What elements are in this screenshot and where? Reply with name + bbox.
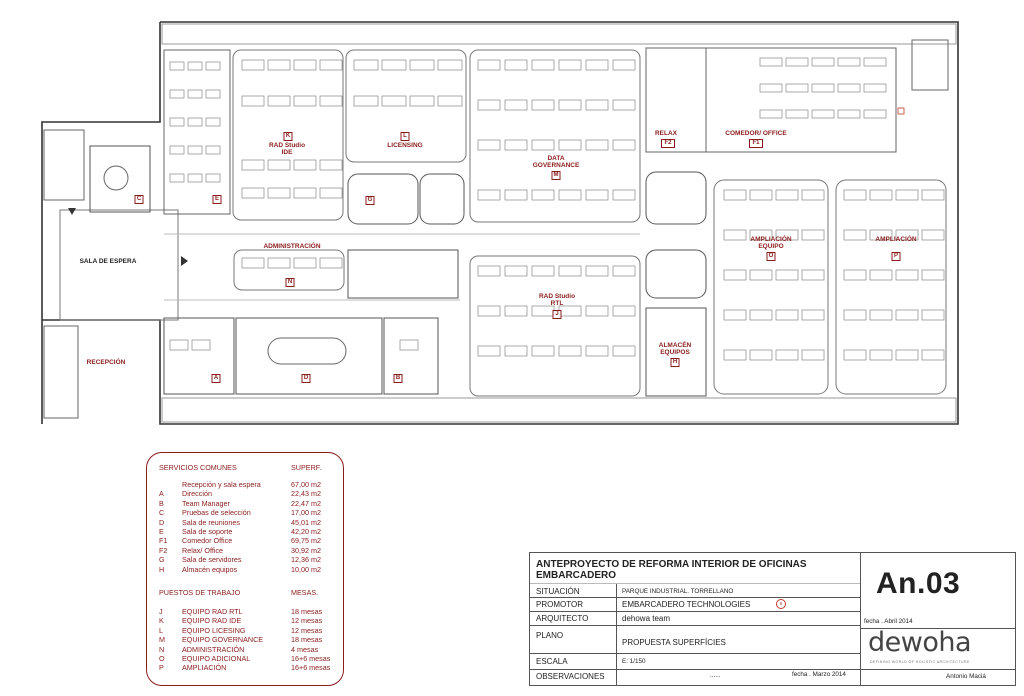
desk bbox=[382, 60, 406, 70]
desk bbox=[760, 84, 782, 92]
servicio-row bbox=[147, 480, 343, 489]
servicio-letter: C bbox=[159, 508, 165, 518]
puesto-value: 16+6 mesas bbox=[291, 663, 331, 673]
desk bbox=[206, 174, 220, 182]
project-title-1: ANTEPROYECTO DE REFORMA INTERIOR DE OFICINAS bbox=[536, 559, 807, 570]
desk bbox=[188, 146, 202, 154]
desk bbox=[268, 188, 290, 198]
label-ampliacion: AMPLIACIÓN bbox=[875, 236, 917, 243]
desk bbox=[268, 96, 290, 106]
desk bbox=[478, 60, 500, 70]
legend-superf-title: SUPERF. bbox=[291, 463, 322, 472]
code-c: C bbox=[135, 195, 144, 204]
desk bbox=[320, 188, 342, 198]
situacion-label: SITUACIÓN bbox=[536, 587, 580, 596]
desk bbox=[613, 60, 635, 70]
desk bbox=[559, 306, 581, 316]
desk bbox=[896, 190, 918, 200]
desk bbox=[294, 188, 316, 198]
servicio-row bbox=[147, 546, 343, 555]
desk bbox=[410, 96, 434, 106]
desk bbox=[382, 96, 406, 106]
dewoha-logo: dewoha bbox=[868, 627, 972, 658]
desk bbox=[613, 140, 635, 150]
servicio-value: 45,01 m2 bbox=[291, 517, 321, 527]
desk bbox=[206, 90, 220, 98]
desk bbox=[505, 306, 527, 316]
servicio-letter: G bbox=[159, 555, 165, 565]
desk bbox=[188, 174, 202, 182]
desk bbox=[844, 350, 866, 360]
desk bbox=[922, 190, 944, 200]
desk bbox=[532, 346, 554, 356]
desk bbox=[170, 62, 184, 70]
desk bbox=[613, 266, 635, 276]
puesto-letter: O bbox=[159, 654, 165, 663]
desk bbox=[505, 346, 527, 356]
servicio-value: 10,00 m2 bbox=[291, 564, 321, 574]
puesto-letter: J bbox=[159, 607, 163, 616]
legend-header-servicios bbox=[147, 463, 343, 472]
code-m: M bbox=[553, 172, 559, 178]
facade-top bbox=[162, 24, 956, 44]
desk bbox=[478, 346, 500, 356]
desk bbox=[586, 346, 608, 356]
servicio-value: 69,75 m2 bbox=[291, 536, 321, 546]
puesto-letter: N bbox=[159, 644, 165, 654]
puesto-row bbox=[147, 607, 343, 616]
desk bbox=[170, 118, 184, 126]
desk bbox=[586, 140, 608, 150]
desk bbox=[786, 110, 808, 118]
desk bbox=[505, 60, 527, 70]
code-h: H bbox=[671, 358, 680, 367]
puesto-value: 18 mesas bbox=[291, 635, 323, 645]
label-ampliacion-equipo: AMPLIACIÓN EQUIPO bbox=[750, 236, 792, 250]
desk bbox=[802, 190, 824, 200]
escala-value: E: 1/150 bbox=[622, 658, 646, 665]
desk bbox=[478, 190, 500, 200]
desk bbox=[170, 146, 184, 154]
desk bbox=[586, 266, 608, 276]
desk bbox=[864, 84, 886, 92]
puesto-row bbox=[147, 616, 343, 625]
desk bbox=[613, 306, 635, 316]
desk bbox=[532, 266, 554, 276]
desk bbox=[268, 60, 290, 70]
servicio-letter: D bbox=[159, 517, 165, 527]
puesto-row bbox=[147, 626, 343, 635]
wc-block bbox=[348, 250, 458, 298]
desk bbox=[206, 118, 220, 126]
desk bbox=[724, 230, 746, 240]
legend-servicios-title: SERVICIOS COMUNES bbox=[159, 463, 237, 472]
desk bbox=[776, 270, 798, 280]
promotor-label: PROMOTOR bbox=[536, 600, 583, 609]
zone-o bbox=[714, 180, 828, 394]
servicio-value: 30,92 m2 bbox=[291, 545, 321, 555]
desk bbox=[870, 350, 892, 360]
observaciones-label: OBSERVACIONES bbox=[536, 672, 605, 681]
desk bbox=[586, 100, 608, 110]
desk bbox=[776, 350, 798, 360]
desk bbox=[505, 190, 527, 200]
puesto-name: ADMINISTRACIÓN bbox=[182, 644, 245, 654]
puesto-row bbox=[147, 635, 343, 644]
label-almacen: ALMACÉN EQUIPOS bbox=[658, 342, 692, 356]
servicio-letter: H bbox=[159, 564, 165, 574]
project-title-2: EMBARCADERO bbox=[536, 570, 616, 581]
puesto-name: EQUIPO GOVERNANCE bbox=[182, 635, 264, 645]
desk bbox=[896, 310, 918, 320]
desk bbox=[802, 350, 824, 360]
puesto-name: EQUIPO RAD IDE bbox=[182, 616, 242, 626]
puesto-letter: M bbox=[159, 635, 165, 645]
label-relax: RELAX bbox=[654, 130, 678, 137]
label-recepcion: RECEPCIÓN bbox=[86, 359, 126, 366]
arquitecto-label: ARQUITECTO bbox=[536, 614, 589, 623]
label-administracion: ADMINISTRACIÓN bbox=[263, 243, 321, 250]
desk bbox=[724, 350, 746, 360]
servicio-row bbox=[147, 499, 343, 508]
desk bbox=[812, 110, 834, 118]
desk bbox=[870, 190, 892, 200]
desk bbox=[559, 266, 581, 276]
stair-left bbox=[44, 130, 84, 200]
servicio-name: Dirección bbox=[182, 489, 212, 499]
core-top bbox=[646, 172, 706, 224]
servicio-value: 22,43 m2 bbox=[291, 489, 321, 499]
code-p: P bbox=[892, 252, 901, 261]
desk bbox=[559, 346, 581, 356]
desk bbox=[242, 96, 264, 106]
desk bbox=[192, 340, 210, 350]
desk bbox=[478, 306, 500, 316]
desk bbox=[268, 258, 290, 268]
desk bbox=[864, 58, 886, 66]
desk bbox=[206, 146, 220, 154]
desk bbox=[188, 118, 202, 126]
desk bbox=[294, 96, 316, 106]
puesto-value: 18 mesas bbox=[291, 607, 323, 616]
desk bbox=[532, 190, 554, 200]
desk bbox=[838, 110, 860, 118]
fecha-marzo: fecha . Marzo 2014 bbox=[792, 671, 846, 678]
code-k: K bbox=[284, 132, 293, 141]
servicio-value: 22,47 m2 bbox=[291, 498, 321, 508]
label-licensing: LICENSING bbox=[387, 142, 423, 149]
code-g: G bbox=[366, 196, 375, 205]
desk bbox=[922, 310, 944, 320]
desk bbox=[750, 310, 772, 320]
servicio-name: Team Manager bbox=[182, 498, 230, 508]
desk bbox=[188, 62, 202, 70]
desk bbox=[478, 140, 500, 150]
legend-header-puestos bbox=[147, 588, 343, 597]
code-d: D bbox=[302, 374, 311, 383]
servicio-name: Almacén equipos bbox=[182, 564, 238, 574]
servicio-name: Sala de soporte bbox=[182, 527, 233, 536]
servicio-value: 17,00 m2 bbox=[291, 508, 321, 518]
desk bbox=[354, 60, 378, 70]
desk bbox=[410, 60, 434, 70]
reception-counter bbox=[44, 326, 78, 418]
desk bbox=[294, 60, 316, 70]
puesto-value: 16+6 mesas bbox=[291, 654, 331, 663]
desk bbox=[242, 60, 264, 70]
promotor-mark-icon: e bbox=[776, 599, 786, 609]
servicio-name: Pruebas de selección bbox=[182, 508, 251, 518]
puesto-letter: K bbox=[159, 616, 164, 626]
code-f2: F2 bbox=[661, 139, 675, 148]
code-n: N bbox=[286, 278, 295, 287]
arquitecto-value: dehowa team bbox=[622, 614, 671, 623]
desk bbox=[802, 310, 824, 320]
desk bbox=[532, 306, 554, 316]
desk bbox=[750, 350, 772, 360]
zone-m bbox=[470, 50, 640, 222]
code-j: J bbox=[553, 310, 562, 319]
servicio-row bbox=[147, 555, 343, 564]
code-f1: F1 bbox=[749, 139, 763, 148]
label-comedor: COMEDOR/ OFFICE bbox=[725, 130, 787, 137]
code-b: B bbox=[394, 374, 403, 383]
desk bbox=[838, 58, 860, 66]
room-g bbox=[348, 174, 418, 224]
code-o: O bbox=[767, 252, 776, 261]
plano-value: PROPUESTA SUPERFÍCIES bbox=[622, 638, 726, 647]
desk bbox=[922, 350, 944, 360]
promotor-value: EMBARCADERO TECHNOLOGIES bbox=[622, 600, 751, 609]
label-rad-ide: RAD Studio IDE bbox=[268, 142, 306, 156]
plano-label: PLANO bbox=[536, 631, 564, 640]
servicio-name: Sala de reuniones bbox=[182, 517, 240, 527]
servicio-row bbox=[147, 536, 343, 545]
desk bbox=[786, 58, 808, 66]
desk bbox=[559, 140, 581, 150]
desk bbox=[844, 310, 866, 320]
servicio-value: 12,36 m2 bbox=[291, 555, 321, 565]
desk bbox=[922, 230, 944, 240]
fecha-abril: fecha . Abril 2014 bbox=[864, 618, 913, 625]
desk bbox=[206, 62, 220, 70]
desk bbox=[438, 96, 462, 106]
office-b bbox=[384, 318, 438, 394]
desk bbox=[532, 60, 554, 70]
desk bbox=[844, 230, 866, 240]
desk bbox=[170, 174, 184, 182]
code-e: E bbox=[213, 195, 222, 204]
desk bbox=[320, 258, 342, 268]
desk bbox=[844, 270, 866, 280]
servicio-name: Comedor Office bbox=[182, 536, 233, 546]
label-data-governance: DATA GOVERNANCE bbox=[532, 155, 580, 169]
desk bbox=[613, 100, 635, 110]
puesto-letter: P bbox=[159, 663, 164, 673]
desk bbox=[320, 96, 342, 106]
desk bbox=[586, 190, 608, 200]
desk bbox=[354, 96, 378, 106]
puesto-value: 12 mesas bbox=[291, 616, 323, 626]
office-a bbox=[164, 318, 234, 394]
desk bbox=[559, 190, 581, 200]
desk bbox=[613, 190, 635, 200]
desk bbox=[724, 270, 746, 280]
puesto-row bbox=[147, 663, 343, 672]
desk bbox=[586, 60, 608, 70]
code-l: L bbox=[401, 132, 410, 141]
desk bbox=[532, 140, 554, 150]
servicio-letter: F1 bbox=[159, 536, 168, 546]
puesto-row bbox=[147, 654, 343, 663]
room-g-wc bbox=[420, 174, 464, 224]
desk bbox=[896, 270, 918, 280]
desk bbox=[242, 258, 264, 268]
legend-puestos-title: PUESTOS DE TRABAJO bbox=[159, 588, 241, 597]
desk bbox=[838, 84, 860, 92]
servicio-letter: A bbox=[159, 489, 164, 499]
puesto-name: EQUIPO ADICIONAL bbox=[182, 654, 251, 663]
desk bbox=[760, 110, 782, 118]
core-bottom bbox=[646, 250, 706, 298]
author: Antonio Maciá bbox=[946, 673, 986, 680]
situacion-value: PARQUE INDUSTRIAL. TORRELLANO bbox=[622, 588, 734, 595]
desk bbox=[922, 270, 944, 280]
desk bbox=[559, 100, 581, 110]
puesto-name: EQUIPO RAD RTL bbox=[182, 607, 243, 616]
logo-tagline: DEFINING WORLD OF HOLISTIC ARCHITECTURE bbox=[870, 660, 970, 664]
desk bbox=[294, 160, 316, 170]
code-a: A bbox=[212, 374, 221, 383]
desk bbox=[242, 188, 264, 198]
desk bbox=[844, 190, 866, 200]
escala-label: ESCALA bbox=[536, 657, 568, 666]
puesto-value: 4 mesas bbox=[291, 644, 319, 654]
desk bbox=[750, 190, 772, 200]
outer-wall bbox=[42, 22, 958, 424]
sheet-number: An.03 bbox=[876, 567, 961, 600]
desk bbox=[586, 306, 608, 316]
servicio-row bbox=[147, 508, 343, 517]
desk bbox=[870, 270, 892, 280]
desk bbox=[896, 350, 918, 360]
desk bbox=[532, 100, 554, 110]
title-block bbox=[529, 552, 1016, 686]
servicio-row bbox=[147, 565, 343, 574]
servicio-letter: E bbox=[159, 527, 164, 536]
desk bbox=[188, 90, 202, 98]
desk bbox=[864, 110, 886, 118]
desk bbox=[268, 160, 290, 170]
desk bbox=[724, 190, 746, 200]
zone-p bbox=[836, 180, 946, 394]
puesto-row bbox=[147, 645, 343, 654]
stair-right bbox=[912, 40, 948, 90]
servicio-letter: B bbox=[159, 498, 164, 508]
puesto-letter: L bbox=[159, 625, 163, 635]
desk bbox=[812, 58, 834, 66]
servicio-name: Recepción y sala espera bbox=[182, 480, 261, 489]
desk bbox=[613, 346, 635, 356]
desk bbox=[776, 310, 798, 320]
desk bbox=[478, 266, 500, 276]
servicio-value: 42,20 m2 bbox=[291, 527, 321, 536]
servicio-row bbox=[147, 489, 343, 498]
legend-mesas-title: MESAS. bbox=[291, 588, 319, 597]
desk bbox=[505, 266, 527, 276]
desk bbox=[776, 190, 798, 200]
desk bbox=[505, 140, 527, 150]
servicio-value: 67,00 m2 bbox=[291, 480, 321, 489]
desk bbox=[294, 258, 316, 268]
desk bbox=[870, 310, 892, 320]
puesto-name: EQUIPO LICESING bbox=[182, 625, 246, 635]
desk bbox=[242, 160, 264, 170]
waiting-room bbox=[60, 210, 178, 320]
observaciones-value: ...... bbox=[710, 672, 721, 679]
desk bbox=[750, 270, 772, 280]
desk bbox=[320, 160, 342, 170]
surface-legend bbox=[146, 452, 344, 686]
desk bbox=[812, 84, 834, 92]
desk bbox=[802, 270, 824, 280]
servicio-letter: F2 bbox=[159, 545, 168, 555]
desk bbox=[760, 58, 782, 66]
desk bbox=[802, 230, 824, 240]
servicio-row bbox=[147, 527, 343, 536]
desk bbox=[724, 310, 746, 320]
zone-j bbox=[470, 256, 640, 396]
desk bbox=[786, 84, 808, 92]
desk bbox=[438, 60, 462, 70]
puesto-value: 12 mesas bbox=[291, 625, 323, 635]
label-rad-rtl: RAD Studio RTL bbox=[538, 293, 576, 307]
servicio-name: Sala de servidores bbox=[182, 555, 242, 565]
desk bbox=[400, 340, 418, 350]
room-e bbox=[164, 50, 230, 214]
servicio-row bbox=[147, 518, 343, 527]
desk bbox=[170, 340, 188, 350]
servicio-name: Relax/ Office bbox=[182, 545, 224, 555]
desk bbox=[170, 90, 184, 98]
desk bbox=[505, 100, 527, 110]
facade-bottom bbox=[162, 398, 956, 422]
desk bbox=[320, 60, 342, 70]
desk bbox=[478, 100, 500, 110]
label-sala-espera: SALA DE ESPERA bbox=[79, 258, 137, 265]
puesto-name: AMPLIACIÓN bbox=[182, 663, 227, 673]
desk bbox=[559, 60, 581, 70]
